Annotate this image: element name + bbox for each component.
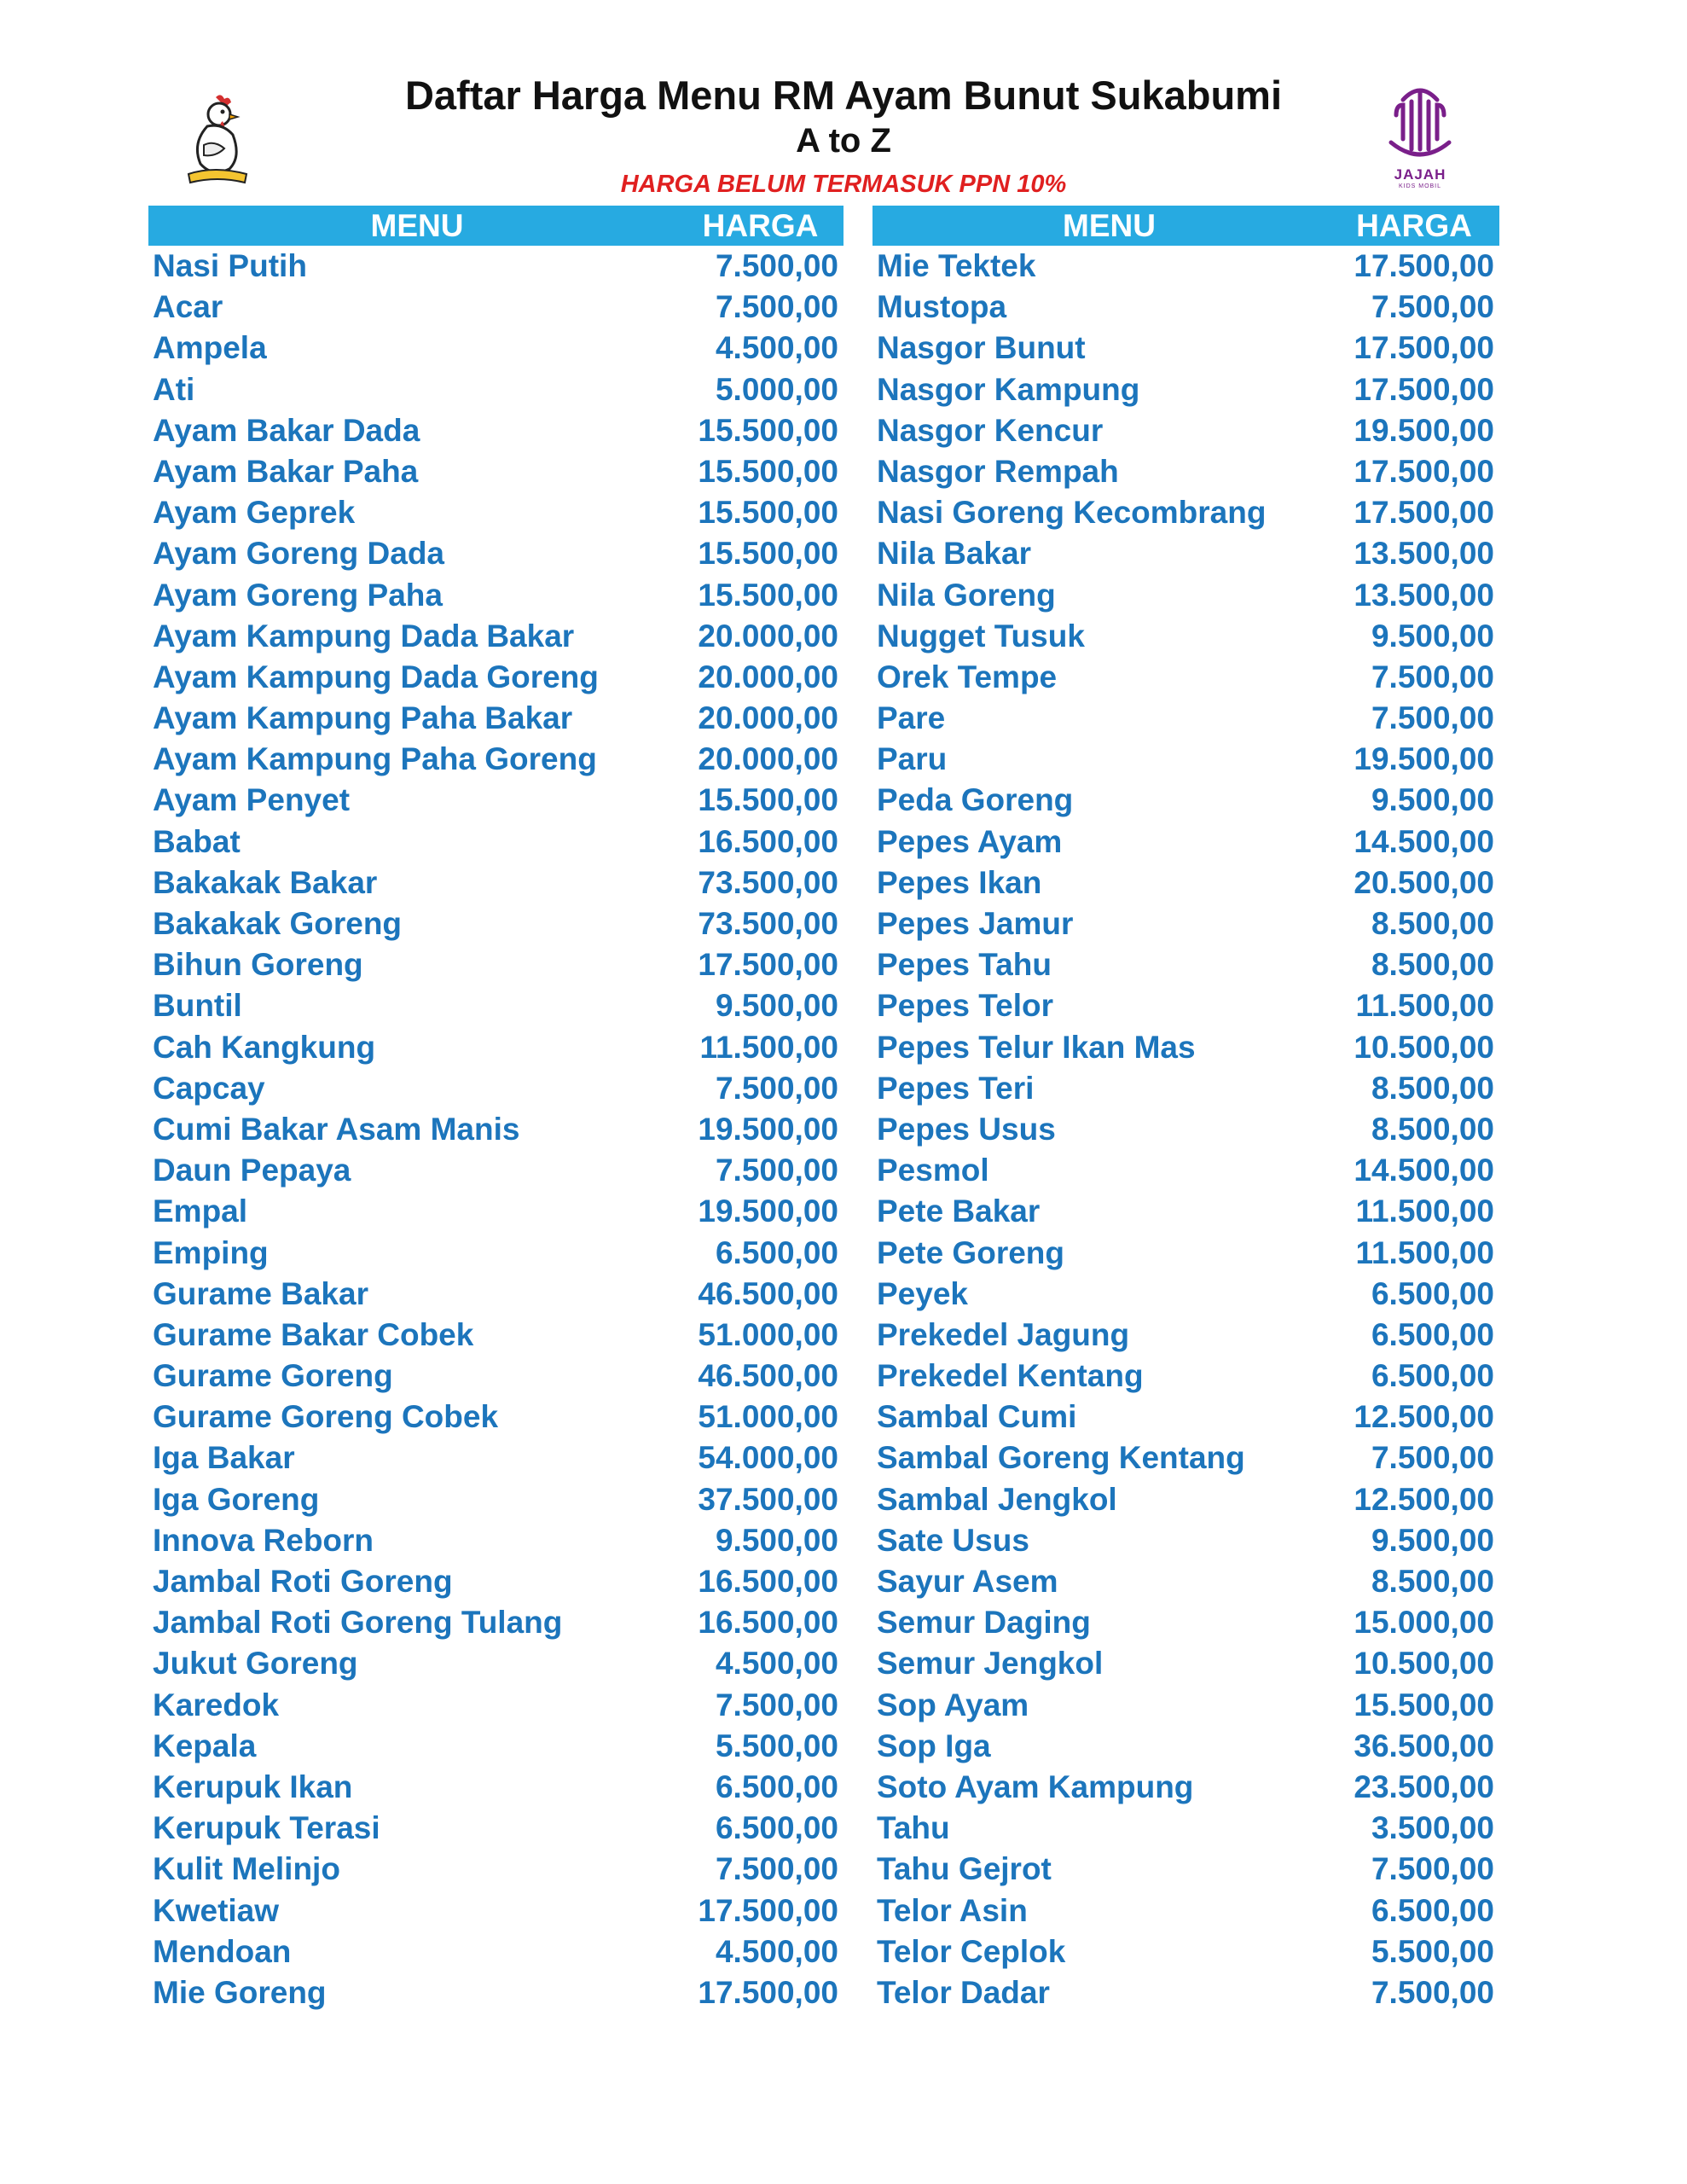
menu-item-row [148, 1109, 844, 1150]
header-menu: MENU [1063, 208, 1156, 243]
menu-item-price: 7.500,00 [715, 1851, 838, 1887]
menu-item-price: 51.000,00 [698, 1316, 838, 1352]
menu-item-row [872, 1849, 1499, 1890]
menu-item-price: 7.500,00 [715, 1687, 838, 1722]
menu-item-name: Gurame Bakar Cobek [153, 1316, 474, 1352]
menu-item-name: Ayam Kampung Paha Goreng [153, 741, 597, 777]
menu-item-row [148, 287, 844, 328]
menu-item-row [148, 1891, 844, 1931]
menu-item-name: Karedok [153, 1687, 280, 1722]
menu-item-name: Iga Goreng [153, 1481, 320, 1517]
menu-item-name: Ayam Penyet [153, 782, 351, 818]
menu-item-row [872, 903, 1499, 944]
menu-item-price: 6.500,00 [715, 1810, 838, 1846]
menu-item-name: Pepes Tahu [877, 947, 1052, 983]
jajah-logo [1386, 81, 1454, 192]
menu-item-price: 15.500,00 [698, 536, 838, 572]
menu-item-name: Ati [153, 371, 195, 407]
menu-item-price: 8.500,00 [1371, 906, 1494, 941]
menu-item-row [872, 1397, 1499, 1438]
menu-item-price: 17.500,00 [698, 1892, 838, 1928]
menu-item-name: Pepes Jamur [877, 906, 1074, 941]
menu-item-name: Sop Ayam [877, 1687, 1029, 1722]
menu-item-row [872, 369, 1499, 410]
menu-item-price: 16.500,00 [698, 823, 838, 859]
menu-item-name: Ayam Kampung Dada Bakar [153, 618, 575, 653]
menu-item-name: Sate Usus [877, 1522, 1029, 1558]
header-price: HARGA [1356, 208, 1472, 243]
menu-item-row [148, 985, 844, 1026]
menu-item-price: 73.500,00 [698, 864, 838, 900]
menu-item-price: 15.000,00 [1354, 1605, 1494, 1641]
menu-item-name: Acar [153, 289, 223, 325]
menu-item-name: Prekedel Kentang [877, 1358, 1144, 1394]
menu-item-row [872, 246, 1499, 287]
menu-item-name: Nasgor Bunut [877, 330, 1086, 366]
menu-item-row [872, 533, 1499, 574]
menu-item-price: 8.500,00 [1371, 1070, 1494, 1106]
menu-item-name: Emping [153, 1234, 269, 1270]
menu-item-price: 9.500,00 [1371, 618, 1494, 653]
menu-item-name: Nasgor Kencur [877, 412, 1104, 448]
menu-item-price: 37.500,00 [698, 1481, 838, 1517]
menu-item-name: Sayur Asem [877, 1564, 1058, 1599]
menu-item-name: Orek Tempe [877, 659, 1058, 694]
menu-item-name: Daun Pepaya [153, 1153, 351, 1188]
menu-item-price: 10.500,00 [1354, 1646, 1494, 1682]
menu-item-name: Nila Goreng [877, 577, 1056, 613]
menu-item-price: 6.500,00 [1371, 1316, 1494, 1352]
menu-item-row [872, 1891, 1499, 1931]
menu-item-name: Pete Goreng [877, 1234, 1064, 1270]
menu-item-name: Telor Dadar [877, 1974, 1050, 2010]
menu-item-row [872, 985, 1499, 1026]
menu-item-name: Kerupuk Terasi [153, 1810, 380, 1846]
menu-item-name: Semur Daging [877, 1605, 1091, 1641]
menu-item-price: 11.500,00 [699, 1029, 838, 1065]
menu-item-price: 20.000,00 [698, 700, 838, 736]
menu-item-row [872, 780, 1499, 821]
menu-item-row [872, 1685, 1499, 1726]
page-title: Daftar Harga Menu RM Ayam Bunut Sukabumi [404, 73, 1283, 118]
menu-item-row [148, 328, 844, 369]
table-header [148, 206, 844, 246]
menu-item-row [148, 657, 844, 698]
menu-item-row [872, 739, 1499, 780]
menu-item-price: 7.500,00 [1371, 1974, 1494, 2010]
menu-item-price: 20.000,00 [698, 741, 838, 777]
menu-item-name: Nasgor Rempah [877, 453, 1119, 489]
menu-item-row [148, 822, 844, 863]
menu-item-name: Pepes Ikan [877, 864, 1042, 900]
menu-item-name: Gurame Goreng Cobek [153, 1399, 499, 1435]
menu-item-name: Nila Bakar [877, 536, 1031, 572]
menu-item-price: 17.500,00 [698, 1974, 838, 2010]
menu-item-row [872, 616, 1499, 657]
menu-table-right [872, 206, 1499, 2013]
menu-item-name: Jukut Goreng [153, 1646, 358, 1682]
menu-item-row [148, 944, 844, 985]
menu-item-row [148, 698, 844, 739]
menu-item-name: Telor Asin [877, 1892, 1028, 1928]
menu-item-name: Gurame Goreng [153, 1358, 393, 1394]
menu-item-row [872, 1767, 1499, 1808]
menu-item-row [148, 1602, 844, 1643]
menu-item-name: Soto Ayam Kampung [877, 1769, 1194, 1804]
menu-item-price: 4.500,00 [715, 1646, 838, 1682]
menu-item-name: Sambal Cumi [877, 1399, 1077, 1435]
menu-item-price: 73.500,00 [698, 906, 838, 941]
menu-item-row [148, 1931, 844, 1972]
menu-item-row [872, 1972, 1499, 2013]
menu-item-name: Sambal Goreng Kentang [877, 1440, 1245, 1476]
menu-item-row [148, 616, 844, 657]
menu-item-name: Babat [153, 823, 241, 859]
menu-item-name: Pepes Telur Ikan Mas [877, 1029, 1196, 1065]
menu-item-price: 6.500,00 [1371, 1358, 1494, 1394]
menu-item-price: 15.500,00 [698, 782, 838, 818]
menu-item-price: 4.500,00 [715, 1933, 838, 1969]
menu-item-name: Innova Reborn [153, 1522, 374, 1558]
menu-item-row [872, 1274, 1499, 1315]
menu-item-row [148, 1643, 844, 1684]
menu-item-row [148, 1726, 844, 1767]
menu-item-price: 9.500,00 [715, 1522, 838, 1558]
menu-item-price: 7.500,00 [1371, 659, 1494, 694]
menu-item-price: 11.500,00 [1355, 1194, 1494, 1229]
menu-item-price: 6.500,00 [715, 1769, 838, 1804]
menu-item-price: 3.500,00 [1371, 1810, 1494, 1846]
menu-item-name: Pepes Usus [877, 1111, 1056, 1147]
menu-item-price: 17.500,00 [1354, 371, 1494, 407]
menu-item-row [148, 369, 844, 410]
menu-item-row [148, 1150, 844, 1191]
menu-item-price: 12.500,00 [1354, 1399, 1494, 1435]
menu-item-name: Kulit Melinjo [153, 1851, 340, 1887]
menu-item-price: 5.000,00 [715, 371, 838, 407]
page-subtitle: A to Z [796, 122, 891, 160]
menu-item-row [148, 780, 844, 821]
menu-item-row [872, 1150, 1499, 1191]
menu-item-row [872, 698, 1499, 739]
menu-item-row [872, 1438, 1499, 1478]
menu-item-row [872, 1561, 1499, 1602]
menu-item-price: 13.500,00 [1354, 536, 1494, 572]
menu-item-name: Ayam Kampung Dada Goreng [153, 659, 599, 694]
jajah-brand-text: JAJAH [1394, 166, 1446, 183]
menu-item-price: 17.500,00 [1354, 453, 1494, 489]
menu-item-row [148, 1233, 844, 1274]
menu-item-price: 9.500,00 [715, 988, 838, 1024]
menu-item-name: Ayam Goreng Dada [153, 536, 444, 572]
menu-item-name: Pepes Ayam [877, 823, 1063, 859]
menu-item-row [872, 1109, 1499, 1150]
menu-item-row [148, 1767, 844, 1808]
menu-item-price: 7.500,00 [1371, 1440, 1494, 1476]
menu-item-price: 15.500,00 [698, 577, 838, 613]
menu-item-name: Ampela [153, 330, 267, 366]
menu-item-price: 19.500,00 [1354, 741, 1494, 777]
menu-item-price: 12.500,00 [1354, 1481, 1494, 1517]
menu-item-row [148, 1479, 844, 1520]
menu-item-price: 17.500,00 [1354, 248, 1494, 283]
menu-item-name: Pepes Telor [877, 988, 1054, 1024]
menu-item-row [872, 328, 1499, 369]
menu-item-name: Kepala [153, 1728, 257, 1763]
menu-item-price: 17.500,00 [698, 947, 838, 983]
menu-item-price: 13.500,00 [1354, 577, 1494, 613]
menu-item-name: Peyek [877, 1275, 968, 1311]
menu-item-row [148, 1068, 844, 1109]
menu-item-row [148, 1520, 844, 1561]
menu-item-price: 20.000,00 [698, 659, 838, 694]
menu-item-price: 23.500,00 [1354, 1769, 1494, 1804]
menu-item-row [148, 533, 844, 574]
menu-item-row [872, 575, 1499, 616]
menu-item-row [148, 903, 844, 944]
menu-item-price: 16.500,00 [698, 1605, 838, 1641]
menu-item-price: 16.500,00 [698, 1564, 838, 1599]
menu-item-name: Pepes Teri [877, 1070, 1035, 1106]
menu-item-price: 8.500,00 [1371, 1111, 1494, 1147]
menu-item-price: 46.500,00 [698, 1358, 838, 1394]
menu-item-price: 6.500,00 [1371, 1275, 1494, 1311]
menu-item-price: 7.500,00 [1371, 1851, 1494, 1887]
menu-item-row [872, 1726, 1499, 1767]
menu-item-price: 11.500,00 [1355, 1234, 1494, 1270]
menu-item-name: Bihun Goreng [153, 947, 363, 983]
menu-item-price: 7.500,00 [715, 248, 838, 283]
menu-item-name: Telor Ceplok [877, 1933, 1066, 1969]
page-header [0, 0, 1687, 205]
menu-item-row [872, 657, 1499, 698]
menu-item-name: Sambal Jengkol [877, 1481, 1117, 1517]
menu-item-row [872, 1931, 1499, 1972]
menu-item-price: 17.500,00 [1354, 495, 1494, 531]
menu-item-name: Pare [877, 700, 946, 736]
menu-item-price: 54.000,00 [698, 1440, 838, 1476]
menu-item-price: 14.500,00 [1354, 823, 1494, 859]
menu-item-name: Tahu [877, 1810, 950, 1846]
menu-item-name: Nasgor Kampung [877, 371, 1140, 407]
menu-item-price: 7.500,00 [715, 289, 838, 325]
menu-item-row [872, 944, 1499, 985]
menu-item-name: Ayam Geprek [153, 495, 356, 531]
menu-item-row [872, 1643, 1499, 1684]
menu-item-price: 20.000,00 [698, 618, 838, 653]
menu-item-name: Paru [877, 741, 948, 777]
menu-item-name: Buntil [153, 988, 242, 1024]
menu-item-price: 5.500,00 [715, 1728, 838, 1763]
menu-item-name: Ayam Goreng Paha [153, 577, 443, 613]
menu-item-name: Kwetiaw [153, 1892, 280, 1928]
menu-item-row [148, 863, 844, 903]
menu-item-row [872, 451, 1499, 492]
menu-item-row [872, 1479, 1499, 1520]
menu-item-name: Mendoan [153, 1933, 292, 1969]
menu-item-name: Cumi Bakar Asam Manis [153, 1111, 520, 1147]
menu-table-left [148, 206, 844, 2013]
header-menu: MENU [370, 208, 464, 243]
menu-item-price: 4.500,00 [715, 330, 838, 366]
menu-item-price: 19.500,00 [698, 1194, 838, 1229]
menu-item-name: Ayam Bakar Paha [153, 453, 419, 489]
menu-item-price: 15.500,00 [698, 495, 838, 531]
menu-item-price: 8.500,00 [1371, 1564, 1494, 1599]
menu-item-name: Bakakak Goreng [153, 906, 403, 941]
menu-item-row [872, 1233, 1499, 1274]
menu-item-row [148, 1315, 844, 1356]
menu-item-name: Semur Jengkol [877, 1646, 1104, 1682]
menu-item-name: Peda Goreng [877, 782, 1074, 818]
menu-item-price: 36.500,00 [1354, 1728, 1494, 1763]
menu-item-row [148, 1397, 844, 1438]
menu-item-row [148, 1191, 844, 1232]
menu-item-price: 15.500,00 [1354, 1687, 1494, 1722]
menu-item-price: 7.500,00 [1371, 289, 1494, 325]
menu-item-price: 10.500,00 [1354, 1029, 1494, 1065]
menu-item-name: Mie Goreng [153, 1974, 327, 2010]
menu-item-row [148, 1849, 844, 1890]
menu-item-row [872, 287, 1499, 328]
menu-item-row [148, 1972, 844, 2013]
menu-item-row [148, 410, 844, 451]
menu-item-price: 7.500,00 [1371, 700, 1494, 736]
menu-item-price: 51.000,00 [698, 1399, 838, 1435]
menu-item-price: 6.500,00 [1371, 1892, 1494, 1928]
menu-item-row [872, 1027, 1499, 1068]
menu-item-name: Iga Bakar [153, 1440, 295, 1476]
menu-item-row [872, 410, 1499, 451]
menu-item-name: Pesmol [877, 1153, 989, 1188]
menu-item-row [148, 739, 844, 780]
menu-item-name: Cah Kangkung [153, 1029, 376, 1065]
menu-item-row [872, 1068, 1499, 1109]
menu-item-row [872, 1602, 1499, 1643]
menu-item-price: 9.500,00 [1371, 782, 1494, 818]
menu-item-price: 20.500,00 [1354, 864, 1494, 900]
menu-item-price: 7.500,00 [715, 1070, 838, 1106]
menu-item-name: Jambal Roti Goreng Tulang [153, 1605, 563, 1641]
menu-item-name: Nasi Putih [153, 248, 307, 283]
menu-item-name: Pete Bakar [877, 1194, 1041, 1229]
menu-item-row [148, 1808, 844, 1849]
menu-item-row [148, 1561, 844, 1602]
menu-item-row [148, 1027, 844, 1068]
menu-item-name: Sop Iga [877, 1728, 991, 1763]
menu-item-name: Empal [153, 1194, 248, 1229]
menu-item-row [872, 1808, 1499, 1849]
menu-item-name: Nasi Goreng Kecombrang [877, 495, 1267, 531]
menu-rows-left [148, 246, 844, 2013]
menu-item-row [872, 1315, 1499, 1356]
menu-item-name: Kerupuk Ikan [153, 1769, 353, 1804]
jajah-emblem-icon [1386, 81, 1454, 166]
menu-item-row [872, 863, 1499, 903]
menu-item-row [148, 492, 844, 533]
menu-item-price: 7.500,00 [715, 1153, 838, 1188]
menu-item-price: 6.500,00 [715, 1234, 838, 1270]
menu-item-price: 46.500,00 [698, 1275, 838, 1311]
menu-item-name: Jambal Roti Goreng [153, 1564, 453, 1599]
menu-item-name: Mie Tektek [877, 248, 1036, 283]
menu-item-price: 9.500,00 [1371, 1522, 1494, 1558]
menu-item-row [872, 1520, 1499, 1561]
menu-item-price: 14.500,00 [1354, 1153, 1494, 1188]
jajah-brand-subtext: KIDS MOBIL [1398, 183, 1442, 189]
menu-item-row [872, 1191, 1499, 1232]
menu-item-name: Ayam Bakar Dada [153, 412, 420, 448]
menu-item-name: Prekedel Jagung [877, 1316, 1130, 1352]
menu-item-price: 11.500,00 [1355, 988, 1494, 1024]
menu-item-row [872, 1356, 1499, 1397]
header-price: HARGA [702, 208, 819, 243]
menu-item-row [148, 1356, 844, 1397]
menu-item-price: 17.500,00 [1354, 330, 1494, 366]
menu-item-price: 19.500,00 [1354, 412, 1494, 448]
tax-notice: HARGA BELUM TERMASUK PPN 10% [620, 171, 1067, 198]
menu-item-price: 5.500,00 [1371, 1933, 1494, 1969]
table-header [872, 206, 1499, 246]
menu-item-row [148, 1438, 844, 1478]
menu-item-name: Gurame Bakar [153, 1275, 368, 1311]
menu-item-row [148, 246, 844, 287]
menu-item-price: 8.500,00 [1371, 947, 1494, 983]
menu-item-name: Capcay [153, 1070, 265, 1106]
menu-item-row [148, 575, 844, 616]
menu-item-name: Ayam Kampung Paha Bakar [153, 700, 573, 736]
menu-rows-right [872, 246, 1499, 2013]
menu-item-price: 19.500,00 [698, 1111, 838, 1147]
menu-item-row [872, 822, 1499, 863]
menu-item-price: 15.500,00 [698, 412, 838, 448]
menu-item-name: Bakakak Bakar [153, 864, 378, 900]
menu-item-row [148, 451, 844, 492]
menu-item-name: Nugget Tusuk [877, 618, 1085, 653]
menu-item-row [148, 1685, 844, 1726]
menu-item-name: Mustopa [877, 289, 1007, 325]
menu-item-row [872, 492, 1499, 533]
menu-item-name: Tahu Gejrot [877, 1851, 1052, 1887]
menu-item-row [148, 1274, 844, 1315]
menu-item-price: 15.500,00 [698, 453, 838, 489]
